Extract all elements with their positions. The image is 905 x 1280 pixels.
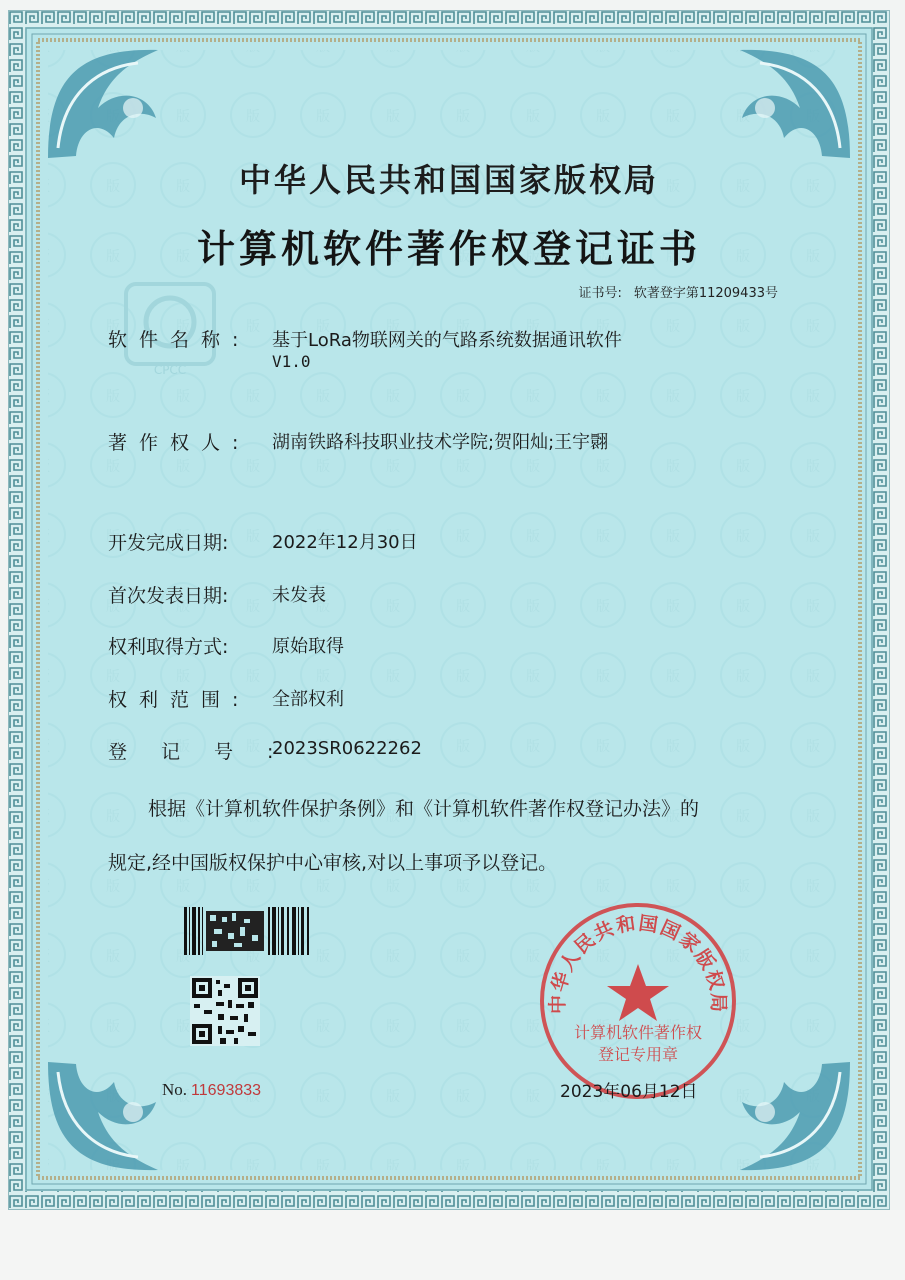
- serial-number: [162, 1080, 261, 1100]
- field-label-completion-date: 开发完成日期:: [108, 532, 229, 554]
- certificate-number: [578, 282, 778, 301]
- serial-value: 11693833: [191, 1082, 262, 1099]
- statement-line-1: 根据《计算机软件保护条例》和《计算机软件著作权登记办法》的: [148, 798, 700, 820]
- field-value-software-name: 基于LoRa物联网关的气路系统数据通讯软件: [272, 330, 622, 351]
- issuing-authority: 中华人民共和国国家版权局: [238, 161, 659, 199]
- certificate-number-label: 证书号:: [578, 286, 622, 301]
- field-value-acquisition-method: 原始取得: [272, 636, 344, 657]
- field-value-first-publication-date: 未发表: [272, 585, 326, 606]
- field-label-software-name: 软件名称:: [108, 329, 251, 351]
- qr-code: [190, 976, 260, 1046]
- corner-ornament-top-right: [710, 38, 860, 168]
- field-label-first-publication-date: 首次发表日期:: [108, 585, 229, 607]
- field-label-rights-scope: 权利范围:: [108, 689, 251, 711]
- statement-line-2: 规定,经中国版权保护中心审核,对以上事项予以登记。: [108, 852, 558, 874]
- field-value-completion-date: 2022年12月30日: [272, 532, 418, 553]
- svg-text:中华人民共和国国家版权局: 中华人民共和国国家版权局: [546, 912, 730, 1015]
- serial-prefix: No.: [162, 1080, 188, 1099]
- field-value-copyright-owner: 湖南铁路科技职业技术学院;贺阳灿;王宇翾: [272, 432, 609, 453]
- official-seal-stamp: [535, 898, 741, 1104]
- field-label-registration-number: 登记号:: [108, 741, 308, 763]
- field-value-software-version: V1.0: [272, 352, 311, 371]
- certificate: [8, 10, 890, 1210]
- barcode: [184, 907, 312, 957]
- corner-ornament-top-left: [38, 38, 188, 168]
- certificate-title: 计算机软件著作权登记证书: [196, 226, 701, 271]
- seal-line-2: 登记专用章: [597, 1045, 679, 1064]
- field-label-copyright-owner: 著作权人:: [108, 432, 251, 454]
- scan-margin: [0, 1210, 905, 1280]
- seal-line-1: 计算机软件著作权: [573, 1023, 703, 1042]
- issue-date: 2023年06月12日: [560, 1082, 698, 1102]
- field-label-acquisition-method: 权利取得方式:: [108, 636, 229, 658]
- corner-ornament-bottom-left: [38, 1052, 188, 1182]
- svg-text:CPCC: CPCC: [153, 363, 187, 377]
- certificate-number-value: 软著登字第11209433号: [633, 286, 778, 301]
- field-value-registration-number: 2023SR0622262: [272, 738, 422, 759]
- field-value-rights-scope: 全部权利: [272, 689, 344, 710]
